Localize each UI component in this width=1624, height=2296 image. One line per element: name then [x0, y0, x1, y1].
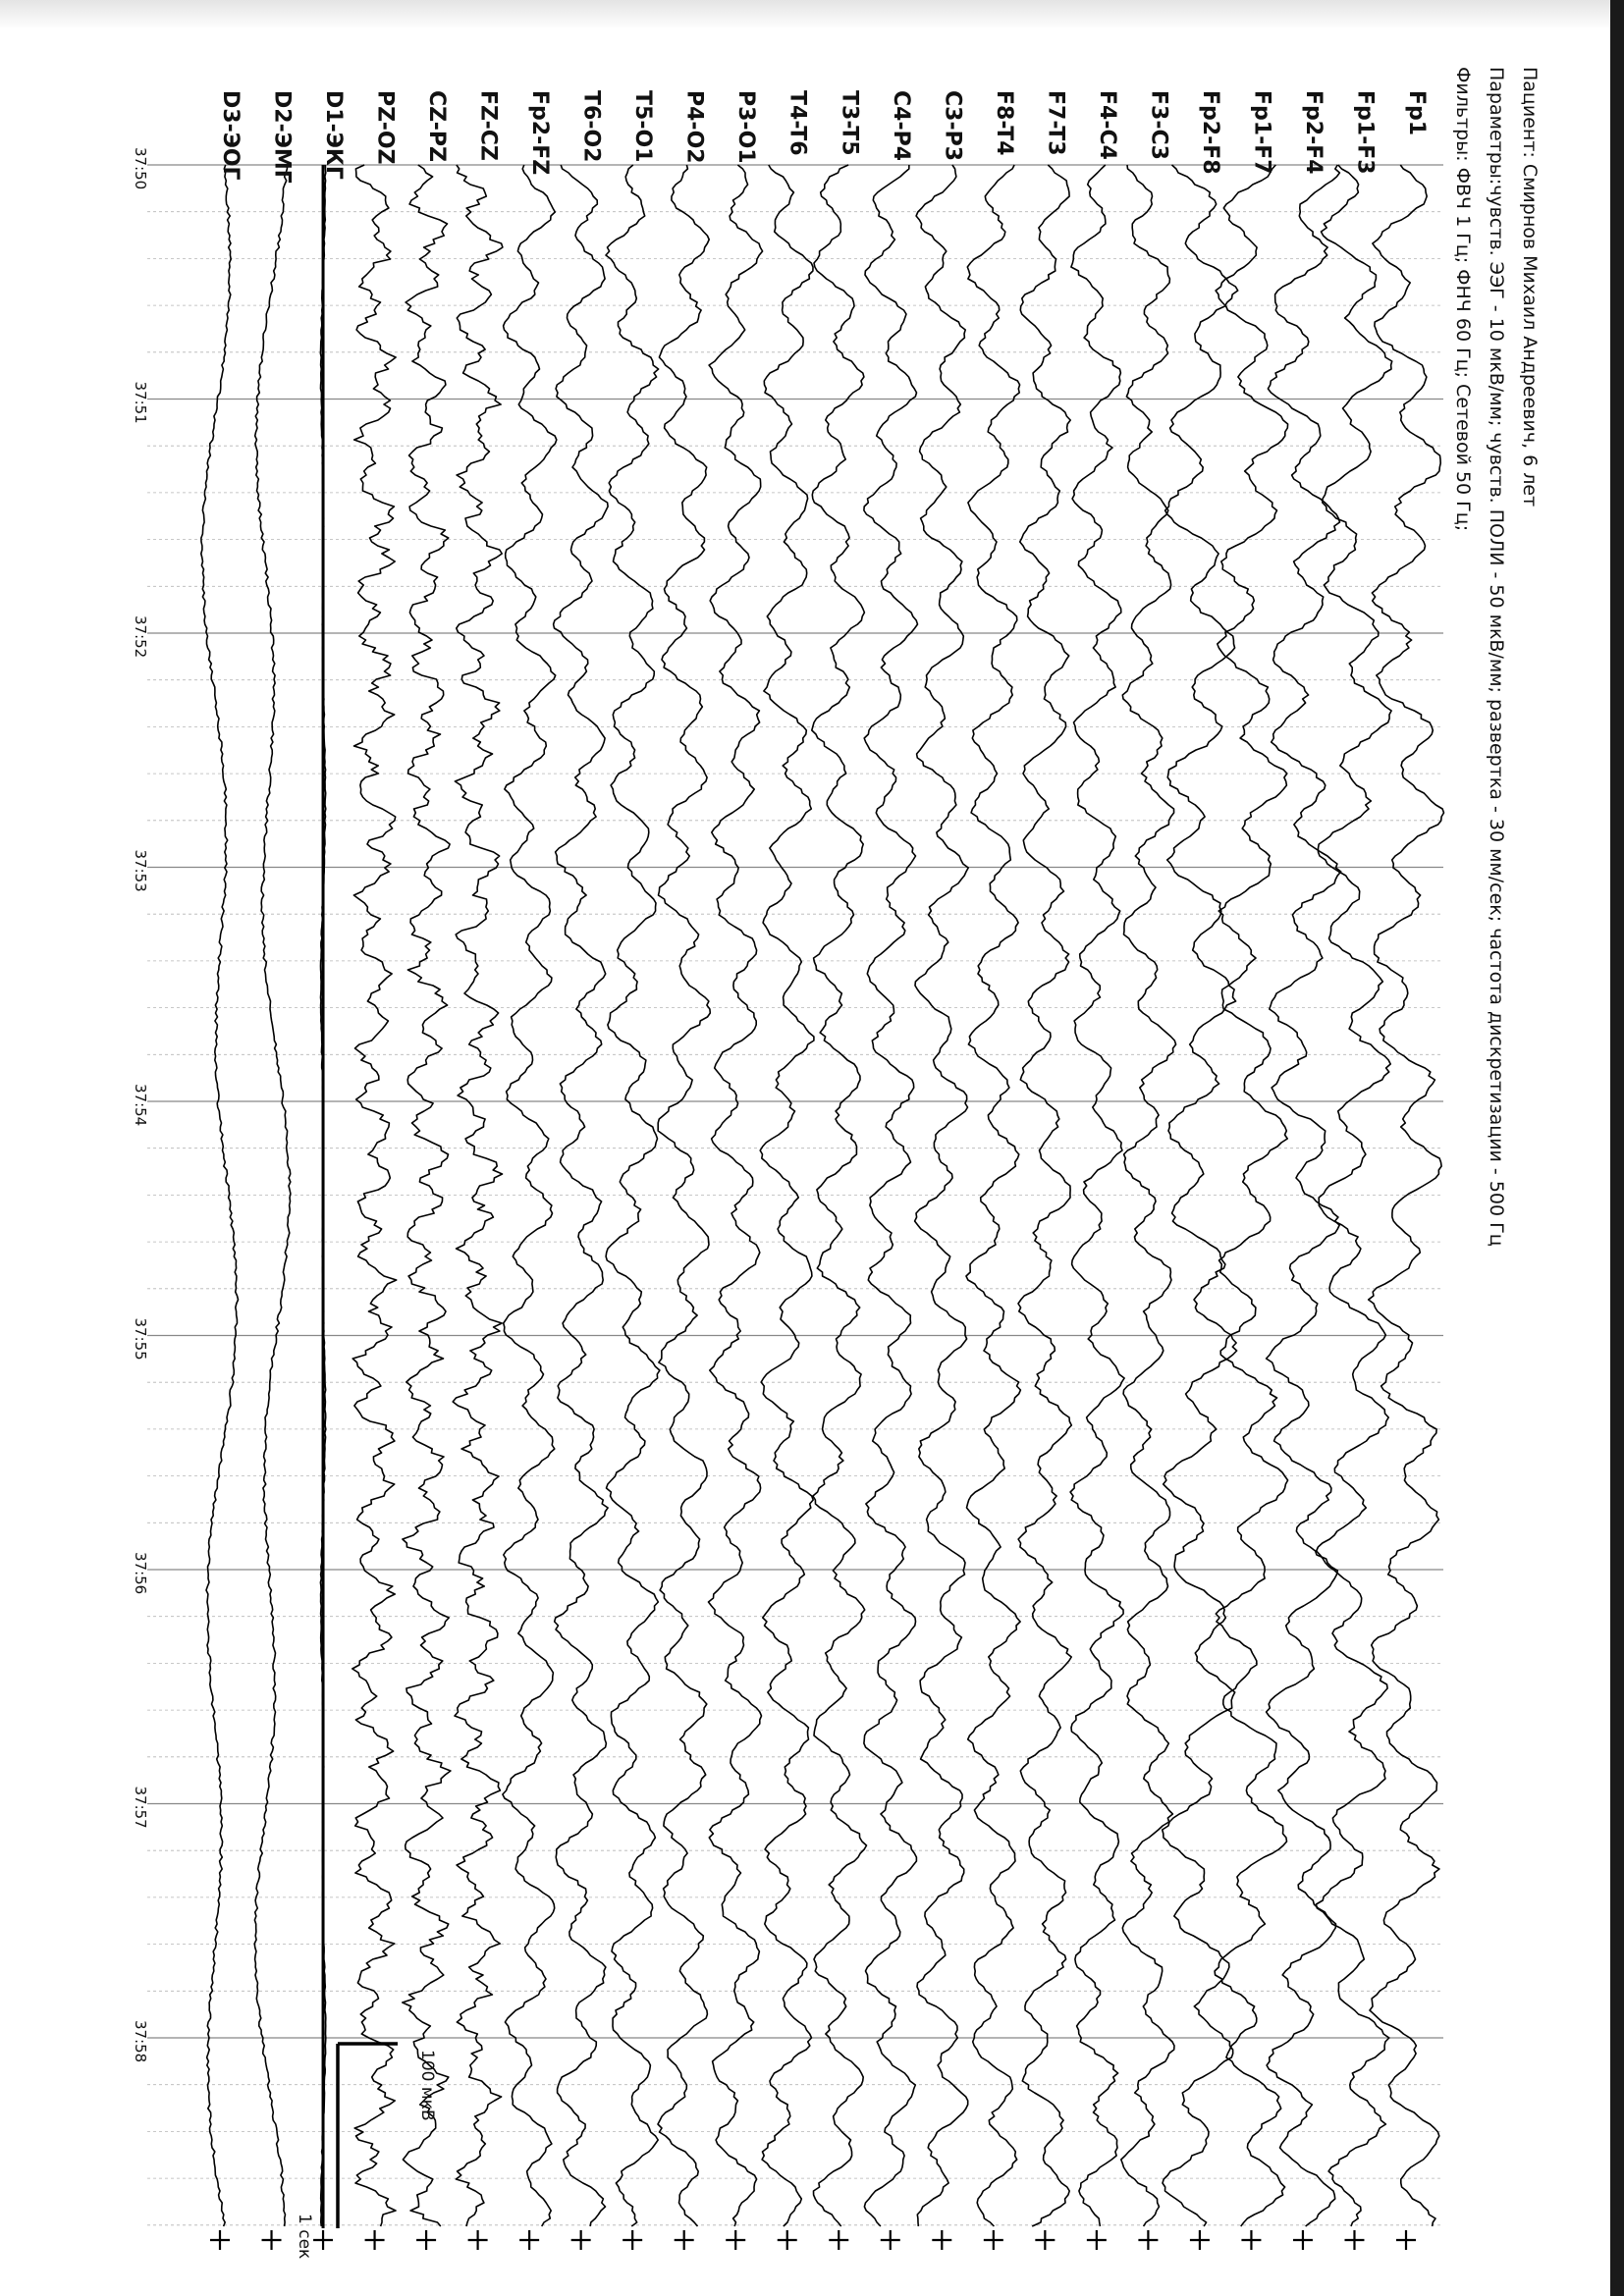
header-block	[1452, 67, 1541, 1247]
channel-label: Fp2-FZ	[527, 90, 553, 176]
channel-label: P4-O2	[681, 90, 707, 164]
eeg-trace	[1369, 165, 1444, 2226]
time-label: 37:53	[132, 849, 149, 892]
eeg-trace	[812, 165, 867, 2226]
channel-label: Fp1-F3	[1352, 90, 1378, 175]
calibration-bar	[1344, 2230, 1364, 2250]
eeg-trace	[1070, 165, 1124, 2226]
channel-label: T5-O1	[630, 90, 656, 163]
calibration-bar	[262, 2230, 282, 2250]
time-label: 37:55	[132, 1317, 149, 1361]
eeg-trace	[1163, 165, 1238, 2226]
channel-label: C3-P3	[940, 90, 965, 162]
eeg-trace	[1215, 165, 1288, 2226]
recording-parameters: Параметры:чувств. ЭЭГ - 10 мкВ/мм; чувств. ПОЛИ - 50 мкВ/мм; развертка - 30 мм/сек; частота дискретизации - 500 Гц	[1486, 67, 1507, 1247]
channel-labels	[218, 90, 1429, 184]
channel-label: Fp2-F4	[1300, 90, 1326, 175]
eeg-trace	[864, 165, 918, 2226]
eeg-trace	[453, 165, 503, 2226]
calibration-bar	[829, 2230, 848, 2250]
channel-label: T6-O2	[578, 90, 604, 163]
time-label: 37:57	[132, 1786, 149, 1829]
time-label: 37:56	[132, 1552, 149, 1595]
eeg-trace	[1121, 165, 1176, 2226]
eeg-trace	[254, 165, 291, 2226]
channel-label: Fp2-F8	[1197, 90, 1222, 175]
calibration-bar	[519, 2230, 539, 2250]
calibration-bar	[1087, 2230, 1107, 2250]
calibration-bar	[675, 2230, 694, 2250]
amplitude-scale-label: 100 мкВ	[417, 2050, 437, 2121]
eeg-trace	[606, 165, 660, 2226]
time-scale-label: 1 сек	[295, 2214, 314, 2260]
calibration-bar	[984, 2230, 1003, 2250]
channel-label: T4-T6	[785, 90, 810, 156]
eeg-trace	[709, 165, 763, 2226]
time-label: 37:51	[132, 381, 149, 424]
eeg-trace	[760, 165, 814, 2226]
channel-label: D2-ЭМГ	[269, 90, 295, 184]
eeg-traces	[201, 165, 1444, 2228]
channel-label: F4-C4	[1094, 90, 1119, 160]
patient-info: Пациент: Смирнов Михаил Андреевич, 6 лет	[1519, 67, 1541, 507]
channel-label: F8-T4	[991, 90, 1016, 156]
channel-label: CZ-PZ	[424, 90, 450, 162]
calibration-bar	[726, 2230, 745, 2250]
eeg-trace	[966, 165, 1020, 2226]
calibration-bar	[1396, 2230, 1416, 2250]
calibration-bar	[778, 2230, 797, 2250]
time-label: 37:50	[132, 147, 149, 190]
calibration-bar	[468, 2230, 488, 2250]
eeg-trace	[915, 165, 969, 2226]
calibration-bar	[571, 2230, 591, 2250]
scan-border	[1610, 0, 1624, 2296]
calibration-bar	[365, 2230, 385, 2250]
channel-label: D3-ЭОГ	[218, 90, 243, 181]
channel-label: F3-C3	[1146, 90, 1171, 160]
channel-label: T3-T5	[837, 90, 862, 156]
calibration-marks	[210, 2230, 1416, 2250]
calibration-bar	[416, 2230, 436, 2250]
eeg-trace	[201, 165, 239, 2226]
filter-settings: Фильтры: ФВЧ 1 Гц; ФНЧ 60 Гц; Сетевой 50 Гц;	[1452, 67, 1474, 532]
channel-label: D1-ЭКГ	[321, 90, 347, 180]
time-label: 37:54	[132, 1084, 149, 1127]
scale-marker	[295, 2044, 437, 2259]
calibration-bar	[1241, 2230, 1261, 2250]
calibration-bar	[1035, 2230, 1055, 2250]
calibration-bar	[932, 2230, 951, 2250]
time-grid	[147, 165, 1443, 2225]
eeg-trace	[403, 165, 451, 2226]
channel-label: C4-P4	[888, 90, 913, 162]
time-label: 37:58	[132, 2020, 149, 2063]
channel-label: PZ-OZ	[372, 90, 398, 165]
calibration-bar	[623, 2230, 642, 2250]
eeg-trace	[503, 165, 557, 2226]
channel-label: F7-T3	[1043, 90, 1068, 156]
calibration-bar	[1293, 2230, 1313, 2250]
channel-label: Fp1-F7	[1249, 90, 1274, 175]
eeg-trace	[658, 165, 710, 2226]
time-label: 37:52	[132, 615, 149, 659]
channel-label: FZ-CZ	[475, 90, 501, 161]
channel-label: Fp1	[1404, 90, 1429, 136]
calibration-bar	[1138, 2230, 1158, 2250]
calibration-bar	[881, 2230, 900, 2250]
eeg-trace	[554, 165, 609, 2226]
eeg-trace	[1267, 165, 1341, 2226]
calibration-bar	[1190, 2230, 1210, 2250]
eeg-trace	[352, 165, 397, 2226]
eeg-trace	[1018, 165, 1071, 2226]
calibration-bar	[210, 2230, 230, 2250]
calibration-bar	[313, 2230, 333, 2250]
time-labels	[132, 147, 149, 2062]
channel-label: P3-O1	[733, 90, 759, 164]
